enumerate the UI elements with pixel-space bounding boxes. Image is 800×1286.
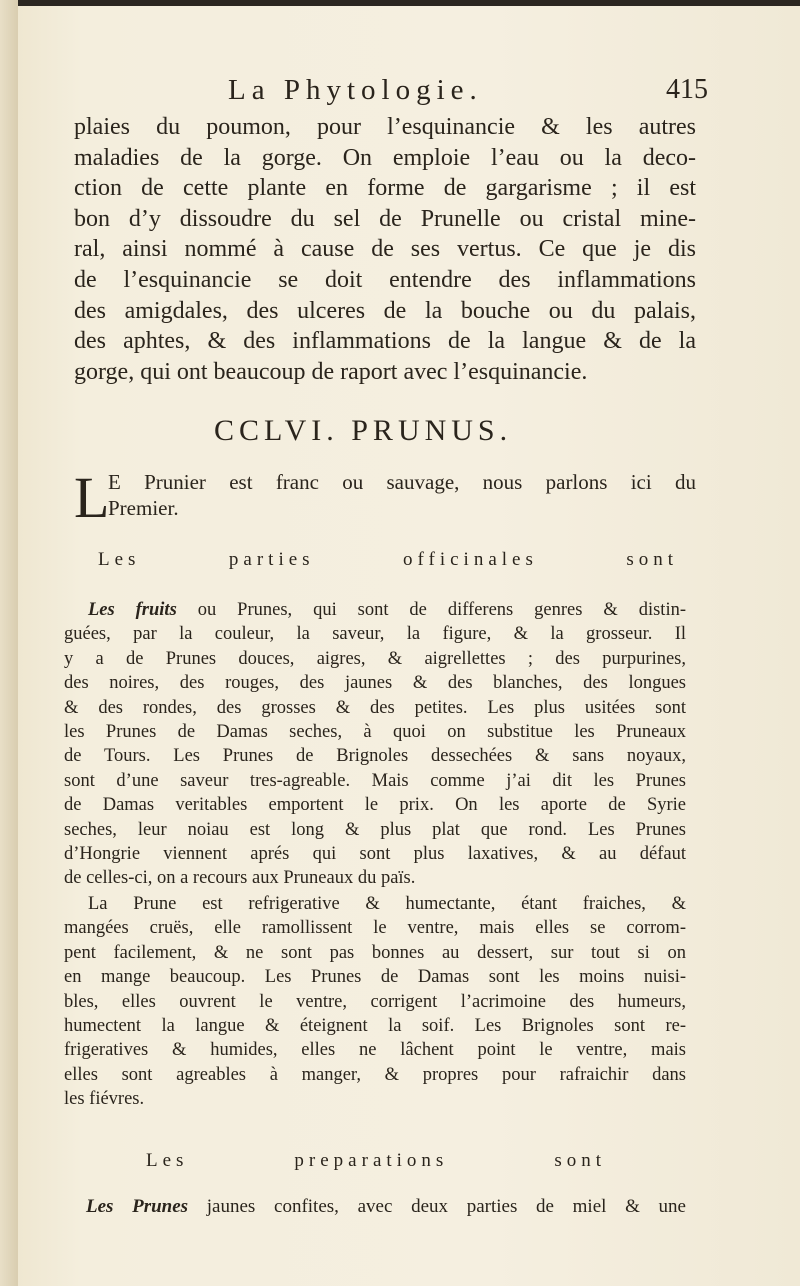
text-line: ction de cette plante en forme de gargarisme ; il est [74, 175, 696, 202]
text-line: ral, ainsi nommé à cause de ses vertus. Ce que je dis [74, 236, 696, 263]
running-title: La Phytologie. [228, 74, 483, 106]
text-line: elles sont agreables à manger, & propres pour rafraichir dans [64, 1064, 686, 1085]
page-gutter [0, 0, 18, 1286]
text-line: des amigdales, des ulceres de la bouche ou du palais, [74, 297, 696, 324]
text-line: des aphtes, & des inflammations de la langue & de la [74, 328, 696, 355]
text-line: les Prunes de Damas seches, à quoi on substitue les Pruneaux [64, 722, 686, 743]
text-line: humectent la langue & éteignent la soif. Les Brignoles sont re- [64, 1016, 686, 1037]
text-line: sont d’une saveur tres-agreable. Mais comme j’ai dit les Prunes [64, 770, 686, 791]
intro-line: E Prunier est franc ou sauvage, nous parlons ici du [108, 470, 696, 494]
final-line: Les Prunes jaunes confites, avec deux parties de miel & une [86, 1196, 686, 1217]
text-line: maladies de la gorge. On emploie l’eau ou la deco- [74, 144, 696, 171]
parties-paragraph [64, 598, 686, 891]
text-line: seches, leur noiau est long & plus plat que rond. Les Prunes [64, 819, 686, 840]
text-line: frigeratives & humides, elles ne lâchent point le ventre, mais [64, 1040, 686, 1061]
text-line: La Prune est refrigerative & humectante, étant fraiches, & [88, 894, 686, 914]
text-line: bon d’y dissoudre du sel de Prunelle ou cristal mine- [74, 205, 696, 232]
top-paragraph [74, 112, 696, 387]
text-line: de Damas veritables emportent le prix. On les aporte de Syrie [64, 795, 686, 816]
text-line: guées, par la couleur, la saveur, la figure, & la grosseur. Il [64, 624, 686, 645]
vertues-paragraph [64, 892, 686, 1112]
text-line: les fiévres. [64, 1089, 145, 1110]
text-line: Les fruits ou Prunes, qui sont de differens genres & distin- [88, 600, 686, 620]
drop-cap: L [74, 465, 110, 530]
running-header [228, 74, 708, 108]
text-line: de l’esquinancie se doit entendre des inflammations [74, 266, 696, 293]
text-line: de Tours. Les Prunes de Brignoles dessechées & sans noyaux, [64, 746, 686, 767]
text-line: de celles-ci, on a recours aux Pruneaux du païs. [64, 868, 416, 889]
text-line: gorge, qui ont beaucoup de raport avec l’esquinancie. [74, 358, 588, 385]
italic-lead: Les Prunes [86, 1196, 189, 1217]
subheading-preparations: Les preparations sont [146, 1150, 606, 1171]
intro-line: Premier. [108, 496, 179, 520]
page-number: 415 [666, 74, 708, 105]
text-line: en mange beaucoup. Les Prunes de Damas sont les moins nuisi- [64, 967, 686, 988]
italic-lead: Les fruits [88, 600, 177, 620]
text-line: plaies du poumon, pour l’esquinancie & les autres [74, 114, 696, 140]
text-line: des noires, des rouges, des jaunes & des blanches, des longues [64, 673, 686, 694]
page-top-edge [18, 0, 800, 6]
intro-paragraph [74, 465, 696, 530]
subheading-officinales: Les parties officinales sont [98, 549, 678, 570]
text-line: d’Hongrie viennent aprés qui sont plus laxatives, & au défaut [64, 844, 686, 865]
section-title: CCLVI. PRUNUS. [214, 414, 513, 447]
text-line: bles, elles ouvrent le ventre, corrigent l’acrimoine des humeurs, [64, 991, 686, 1012]
text-line: y a de Prunes douces, aigres, & aigrellettes ; des purpurines, [64, 648, 686, 669]
text-line: pent facilement, & ne sont pas bonnes au dessert, sur tout si on [64, 942, 686, 963]
text-line: & des rondes, des grosses & des petites. Les plus usitées sont [64, 697, 686, 718]
text-line: mangées cruës, elle ramollissent le ventre, mais elles se corrom- [64, 918, 686, 939]
